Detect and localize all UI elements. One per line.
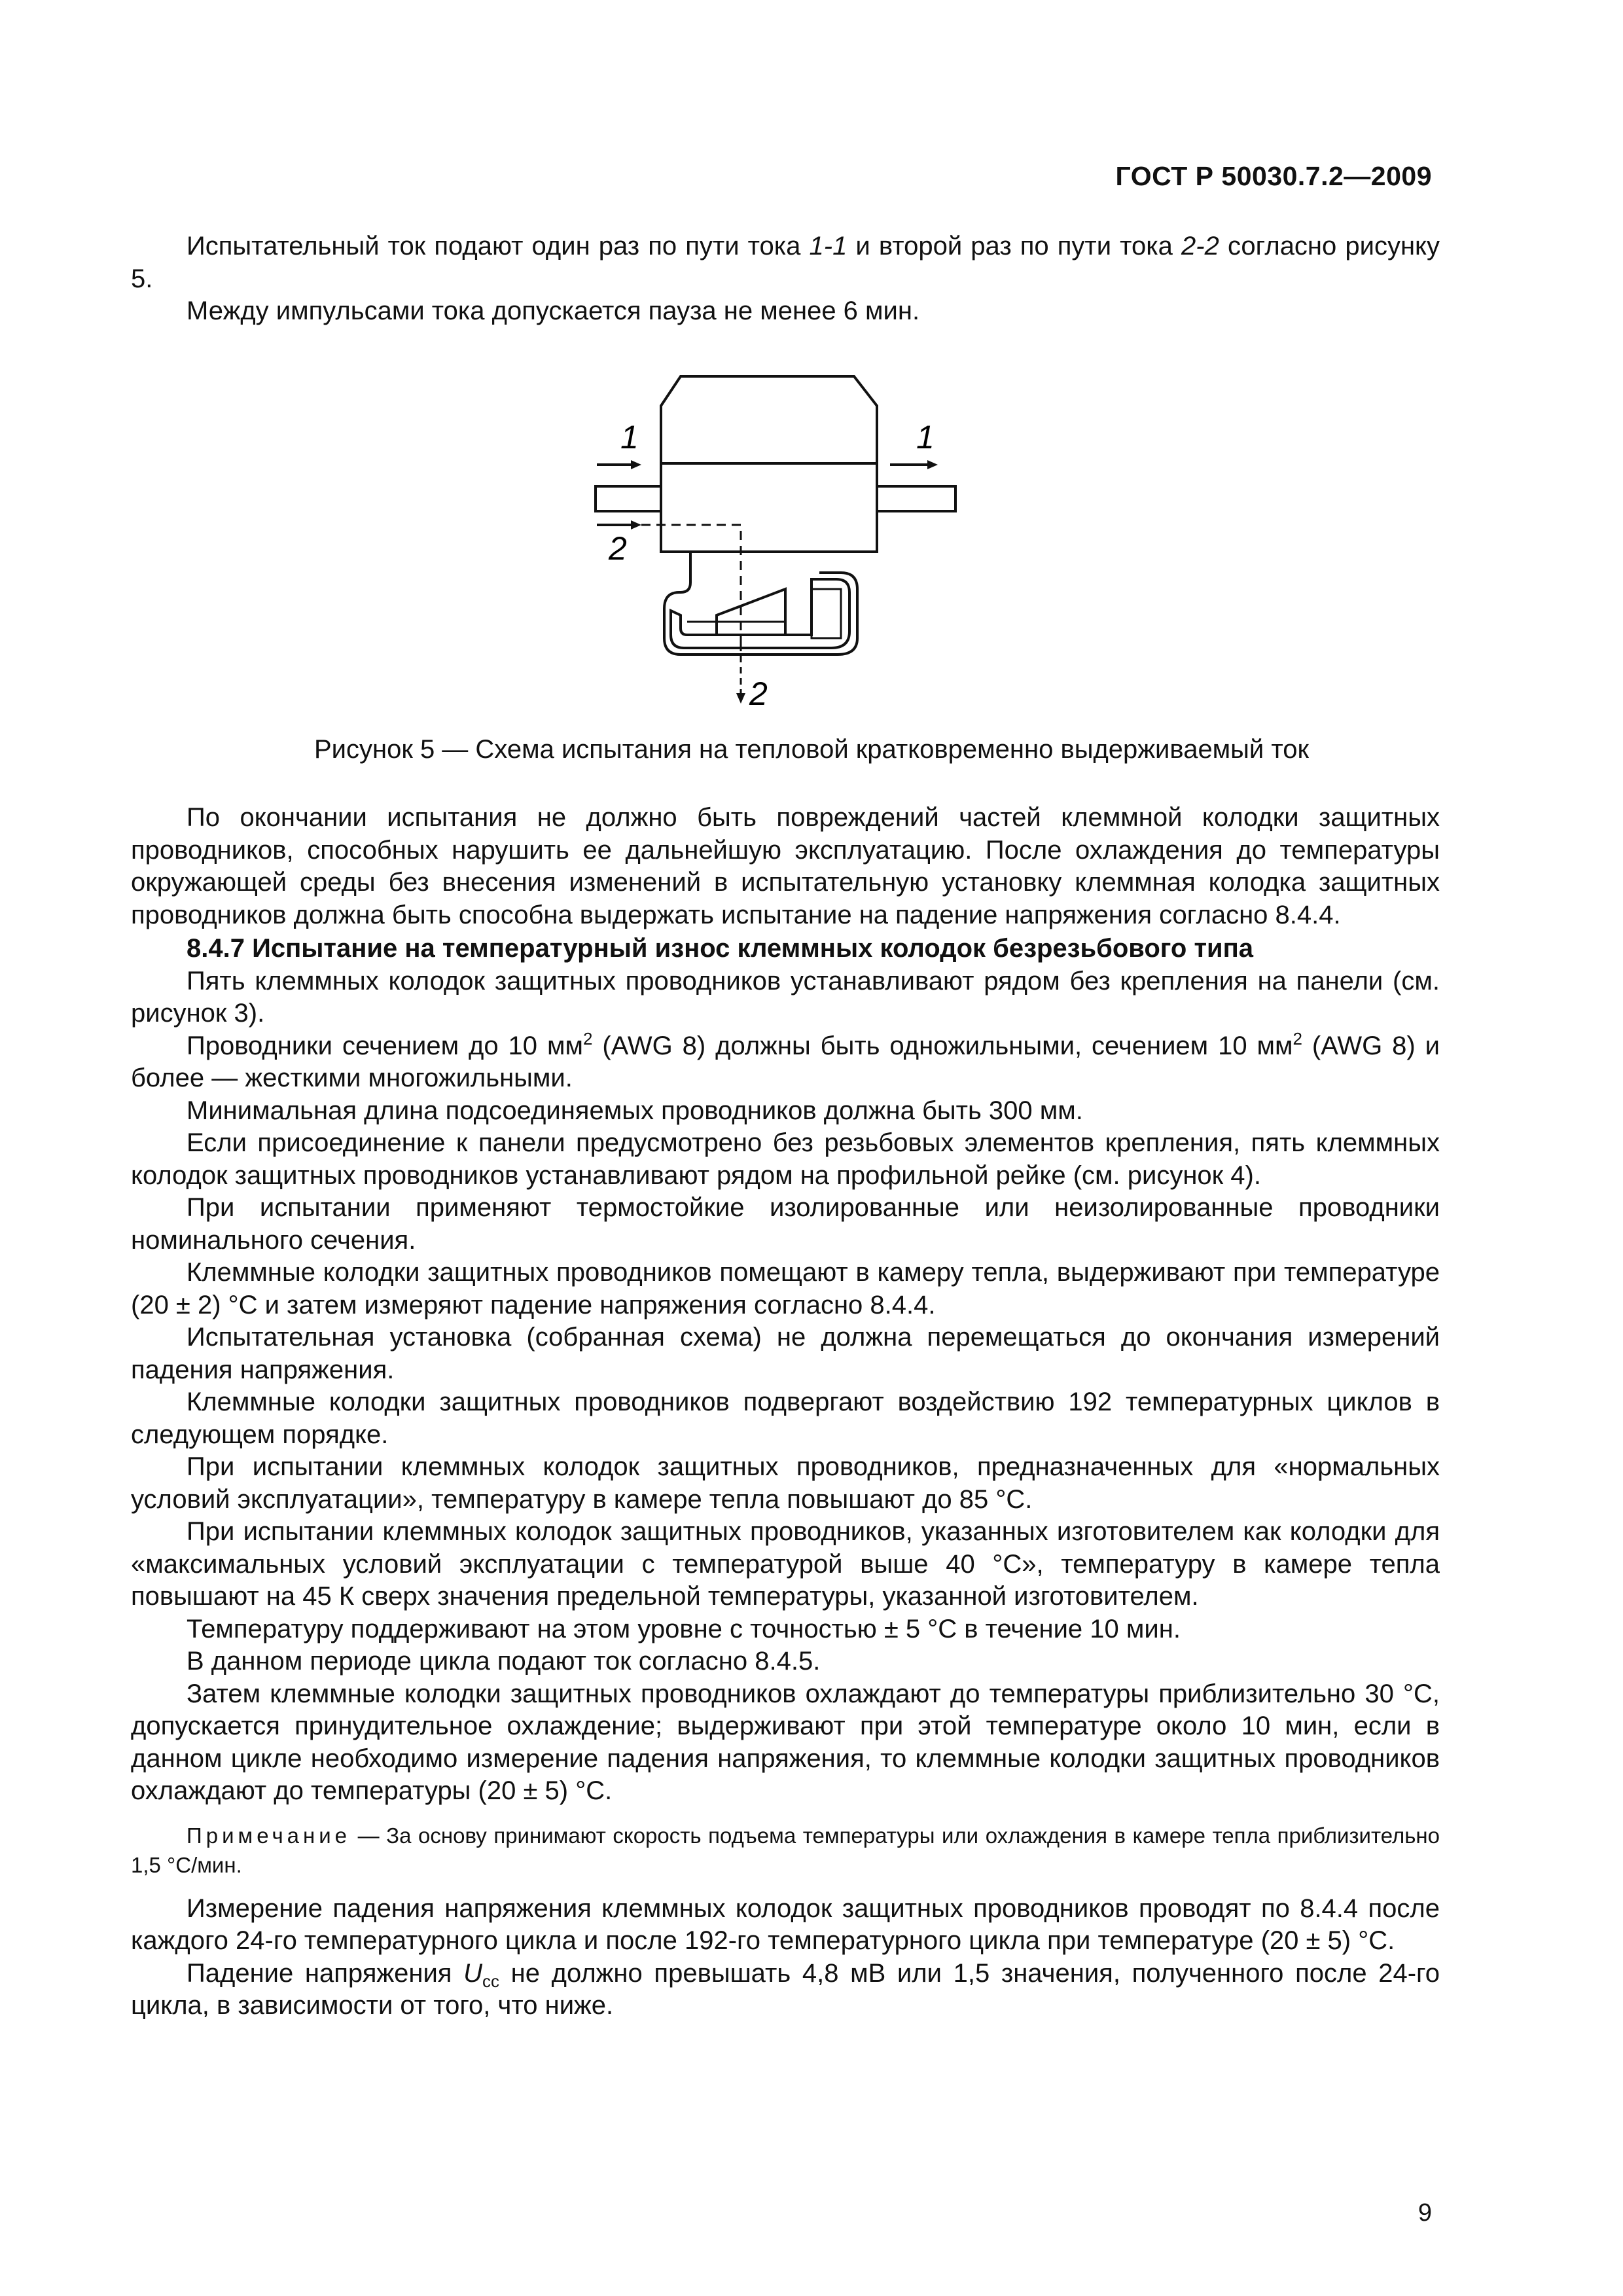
paragraph-14: Измерение падения напряжения клеммных колодок защитных проводников проводят по 8.4.4 после каждого 24-го температурного цикла и после 192-го температурного цикла при температуре (20 ± 5) °С.	[131, 1893, 1440, 1955]
document-code: ГОСТ Р 50030.7.2—2009	[1115, 161, 1432, 191]
paragraph-2: Проводники сечением до 10 $мм^2$ (AWG 8) должны быть одножильными, сечением 10 $мм^2$ (AWG 8) и более — жесткими многожильными.	[131, 1028, 1440, 1092]
paragraph-pause: Между импульсами тока допускается пауза не менее 6 мин.	[187, 296, 920, 325]
conductor-end	[812, 589, 841, 638]
paragraph-4: Если присоединение к панели предусмотрено без резьбовых элементов крепления, пять клеммных колодок защитных проводников устанавливают рядом на профильной рейке (см. рисунок 4).	[131, 1128, 1440, 1190]
label-out-2: 2	[749, 675, 768, 712]
label-in-1: 1	[620, 419, 639, 456]
intro-text	[131, 230, 1440, 328]
paragraph-8: Клеммные колодки защитных проводников подвергают воздействию 192 температурных циклов в следующем порядке.	[131, 1388, 1440, 1449]
path-2-2: 2-2	[1181, 232, 1219, 260]
note-text: — За основу принимают скорость подъема температуры или охлаждения в камере тепла приблизительно 1,5 °С/мин.	[131, 1823, 1440, 1877]
paragraph-current-paths: Испытательный ток подают один раз по пути тока 1-1 и второй раз по пути тока 2-2 согласно рисунку 5.	[131, 232, 1440, 293]
figure-5-diagram	[589, 363, 982, 713]
section-heading-8-4-7: 8.4.7 Испытание на температурный износ клеммных колодок безрезьбового типа	[187, 934, 1254, 963]
main-text	[131, 802, 1440, 2022]
path-1-1: 1-1	[809, 232, 847, 260]
note	[131, 1821, 1440, 1880]
paragraph-5: При испытании применяют термостойкие изолированные или неизолированные проводники номинального сечения.	[131, 1193, 1440, 1255]
arrow-in-1-head	[631, 460, 641, 469]
arrow-out-2-head	[736, 693, 745, 704]
conductor-right	[877, 486, 955, 511]
paragraph-10: При испытании клеммных колодок защитных проводников, указанных изготовителем как колодки для «максимальных условий эксплуатации с температурой выше 40 °С», температуру в камере тепла повышают на 45 К сверх значения предельной температуры, указанной изготовителем.	[131, 1517, 1440, 1611]
paragraph-1: Пять клеммных колодок защитных проводников устанавливают рядом без крепления на панели (см. рисунок 3).	[131, 966, 1440, 1028]
clamp-spring	[717, 589, 785, 635]
paragraph-6: Клеммные колодки защитных проводников помещают в камеру тепла, выдерживают при температуре (20 ± 2) °С и затем измеряют падение напряжения согласно 8.4.4.	[131, 1258, 1440, 1319]
note-label: Примечание	[187, 1823, 351, 1848]
paragraph-13: Затем клеммные колодки защитных проводников охлаждают до температуры приблизительно 30 °С, допускается принудительное охлаждение; выдерживают при этой температуре около 10 мин, если в данном цикле необходимо измерение падения напряжения, то клеммные колодки защитных проводников охлаждают до температуры (20 ± 5) °С.	[131, 1679, 1440, 1805]
conductor-left	[596, 486, 661, 511]
arrow-out-1-head	[927, 460, 938, 469]
paragraph-12: В данном периоде цикла подают ток согласно 8.4.5.	[187, 1647, 821, 1676]
paragraph-after-test: По окончании испытания не должно быть повреждений частей клеммной колодки защитных проводников, способных нарушить ее дальнейшую эксплуатацию. После охлаждения до температуры окружающей среды без внесения изменений в испытательную установку клеммная колодка защитных проводников должна быть способна выдержать испытание на падение напряжения согласно 8.4.4.	[131, 803, 1440, 929]
paragraph-11: Температуру поддерживают на этом уровне с точностью ± 5 °С в течение 10 мин.	[187, 1614, 1181, 1643]
arrow-in-2-head	[631, 520, 641, 529]
paragraph-9: При испытании клеммных колодок защитных проводников, предназначенных для «нормальных условий эксплуатации», температуру в камере тепла повышают до 85 °С.	[131, 1452, 1440, 1514]
paragraph-15: Падение напряжения $U_{cc}$ не должно превышать 4,8 мВ или 1,5 значения, полученного после 24-го цикла, в зависимости от того, что ниже.	[131, 1958, 1440, 2020]
label-out-1: 1	[916, 419, 935, 456]
terminal-housing-top	[661, 376, 877, 463]
page-number: 9	[1418, 2199, 1432, 2227]
test-scheme-drawing	[589, 363, 982, 713]
label-in-2: 2	[609, 530, 627, 567]
paragraph-3: Минимальная длина подсоединяемых проводников должна быть 300 мм.	[187, 1096, 1083, 1125]
terminal-body	[661, 463, 877, 552]
figure-caption: Рисунок 5 — Схема испытания на тепловой кратковременно выдерживаемый ток	[313, 735, 1310, 764]
paragraph-7: Испытательная установка (собранная схема) не должна перемещаться до окончания измерений падения напряжения.	[131, 1323, 1440, 1384]
